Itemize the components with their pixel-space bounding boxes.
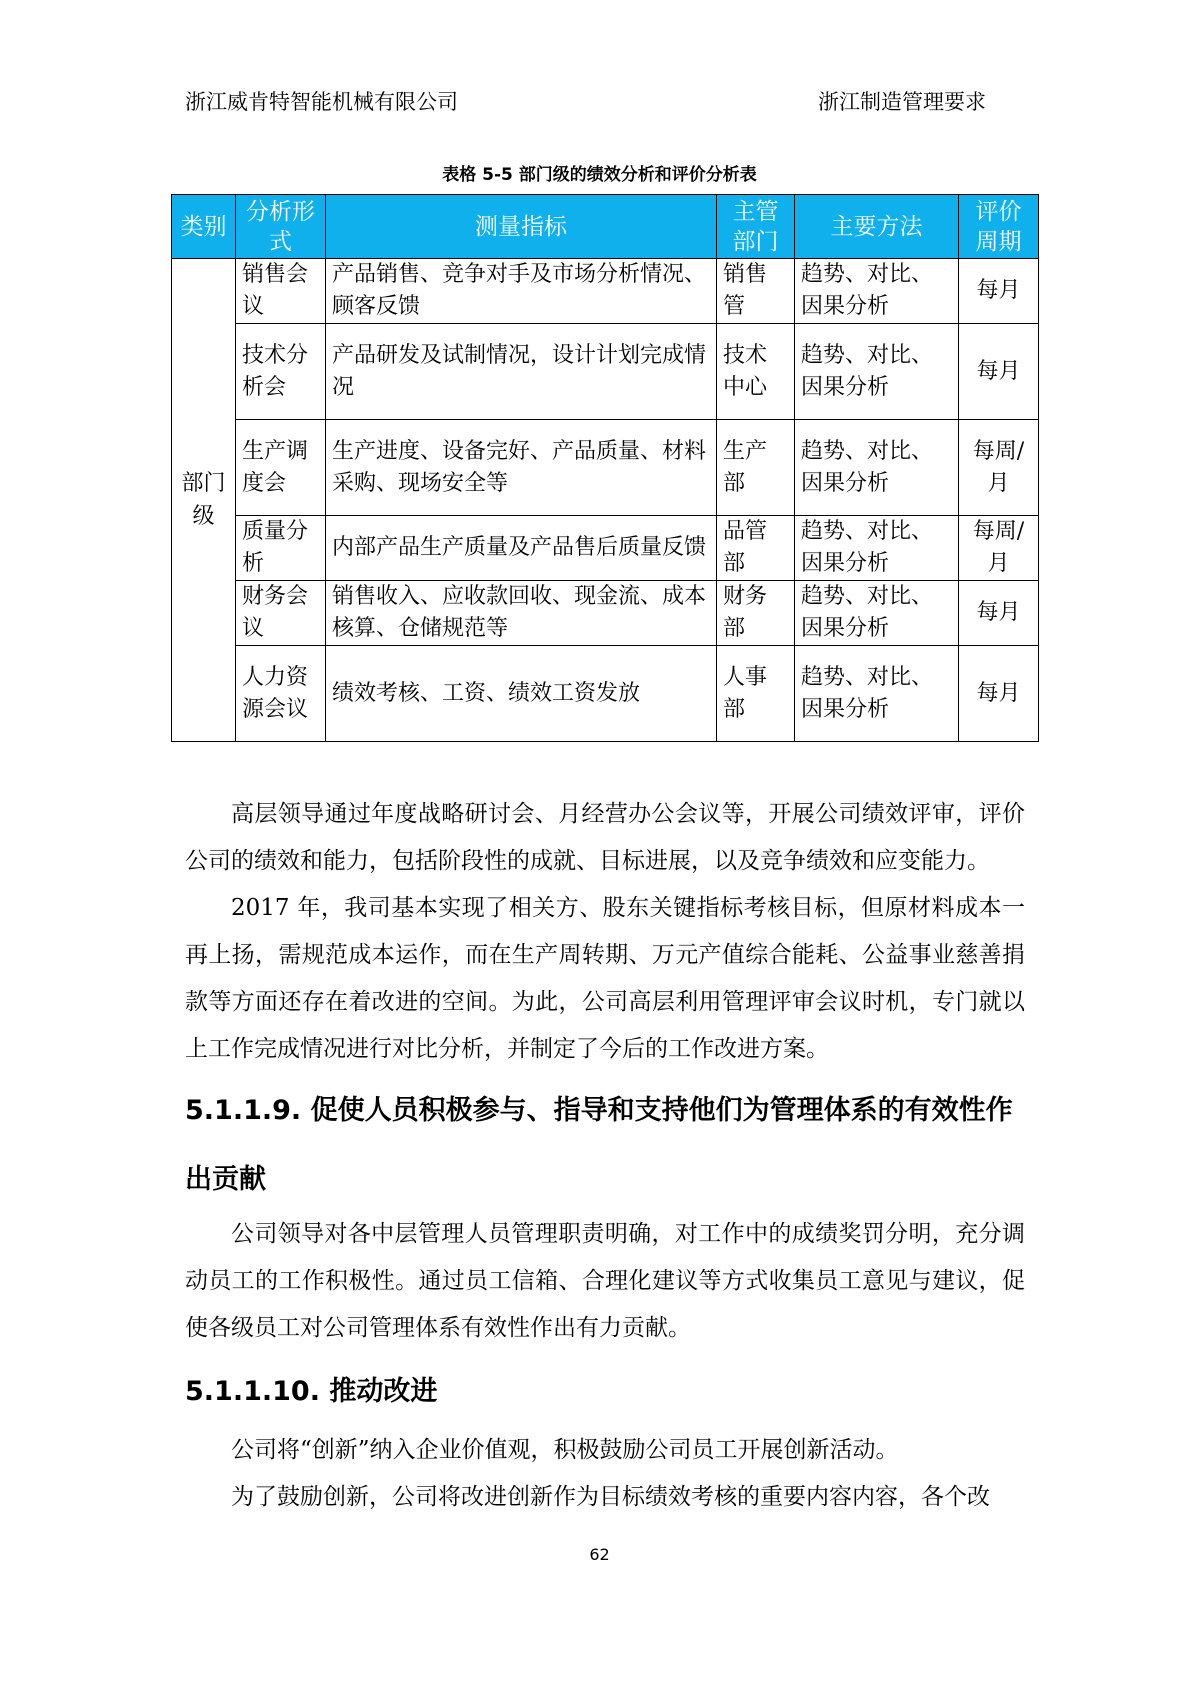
paragraph-leadership-review: 高层领导通过年度战略研讨会、月经营办公会议等，开展公司绩效评审，评价公司的绩效和能力，包括阶段性的成就、目标进展，以及竞争绩效和应变能力。 <box>185 801 1025 874</box>
indicator-cell: 内部产品生产质量及产品售后质量反馈 <box>326 516 717 581</box>
paragraph-innovation-incentive: 为了鼓励创新，公司将改进创新作为目标绩效考核的重要内容内容，各个改 <box>231 1484 990 1510</box>
indicator-cell: 生产进度、设备完好、产品质量、材料采购、现场安全等 <box>326 420 717 516</box>
paragraph-staff-engagement: 公司领导对各中层管理人员管理职责明确，对工作中的成绩奖罚分明，充分调动员工的工作积极性。通过员工信箱、合理化建议等方式收集员工意见与建议，促使各级员工对公司管理体系有效性作出有力贡献。 <box>185 1221 1025 1341</box>
form-cell: 生产调度会 <box>236 420 326 516</box>
method-cell: 趋势、对比、因果分析 <box>795 516 959 581</box>
header-standard: 浙江制造管理要求 <box>818 90 986 114</box>
section-heading-5-1-1-10: 5.1.1.10. 推动改进 <box>185 1376 438 1407</box>
cycle-cell: 每周/月 <box>959 516 1039 581</box>
department-cell: 销售管 <box>717 259 795 324</box>
method-cell: 趋势、对比、因果分析 <box>795 420 959 516</box>
performance-table <box>171 194 1039 742</box>
department-cell: 技术中心 <box>717 324 795 420</box>
cycle-cell: 每月 <box>959 646 1039 742</box>
indicator-cell: 产品研发及试制情况，设计计划完成情况 <box>326 324 717 420</box>
category-cell: 部门级 <box>172 259 236 742</box>
indicator-cell: 产品销售、竞争对手及市场分析情况、顾客反馈 <box>326 259 717 324</box>
department-cell: 生产部 <box>717 420 795 516</box>
table-row <box>172 259 1039 324</box>
department-cell: 财务部 <box>717 581 795 646</box>
method-cell: 趋势、对比、因果分析 <box>795 324 959 420</box>
cycle-cell: 每月 <box>959 324 1039 420</box>
header-indicator: 测量指标 <box>326 195 717 259</box>
header-method: 主要方法 <box>795 195 959 259</box>
header-department: 主管部门 <box>717 195 795 259</box>
header-company: 浙江威肯特智能机械有限公司 <box>185 90 458 114</box>
method-cell: 趋势、对比、因果分析 <box>795 646 959 742</box>
table-row <box>172 324 1039 420</box>
table-caption: 表格 5-5 部门级的绩效分析和评价分析表 <box>442 165 757 185</box>
cycle-cell: 每月 <box>959 581 1039 646</box>
table-row <box>172 581 1039 646</box>
form-cell: 技术分析会 <box>236 324 326 420</box>
page-number: 62 <box>589 1545 610 1564</box>
header-category: 类别 <box>172 195 236 259</box>
table-row <box>172 646 1039 742</box>
method-cell: 趋势、对比、因果分析 <box>795 259 959 324</box>
department-cell: 品管部 <box>717 516 795 581</box>
cycle-cell: 每周/月 <box>959 420 1039 516</box>
paragraph-2017-results: 2017 年，我司基本实现了相关方、股东关键指标考核目标，但原材料成本一再上扬，需规范成本运作，而在生产周转期、万元产值综合能耗、公益事业慈善捐款等方面还存在着改进的空间。为此，公司高层利用管理评审会议时机，专门就以上工作完成情况进行对比分析，并制定了今后的工作改进方案。 <box>185 895 1025 1062</box>
table-row <box>172 420 1039 516</box>
form-cell: 质量分析 <box>236 516 326 581</box>
cycle-cell: 每月 <box>959 259 1039 324</box>
paragraph-innovation-value: 公司将“创新”纳入企业价值观，积极鼓励公司员工开展创新活动。 <box>231 1437 899 1463</box>
form-cell: 销售会议 <box>236 259 326 324</box>
section-heading-5-1-1-9: 5.1.1.9. 促使人员积极参与、指导和支持他们为管理体系的有效性作出贡献 <box>185 1095 1013 1195</box>
header-cycle: 评价周期 <box>959 195 1039 259</box>
table-row <box>172 516 1039 581</box>
method-cell: 趋势、对比、因果分析 <box>795 581 959 646</box>
department-cell: 人事部 <box>717 646 795 742</box>
form-cell: 财务会议 <box>236 581 326 646</box>
table-header-row <box>172 195 1039 259</box>
form-cell: 人力资源会议 <box>236 646 326 742</box>
indicator-cell: 销售收入、应收款回收、现金流、成本核算、仓储规范等 <box>326 581 717 646</box>
header-form: 分析形式 <box>236 195 326 259</box>
indicator-cell: 绩效考核、工资、绩效工资发放 <box>326 646 717 742</box>
